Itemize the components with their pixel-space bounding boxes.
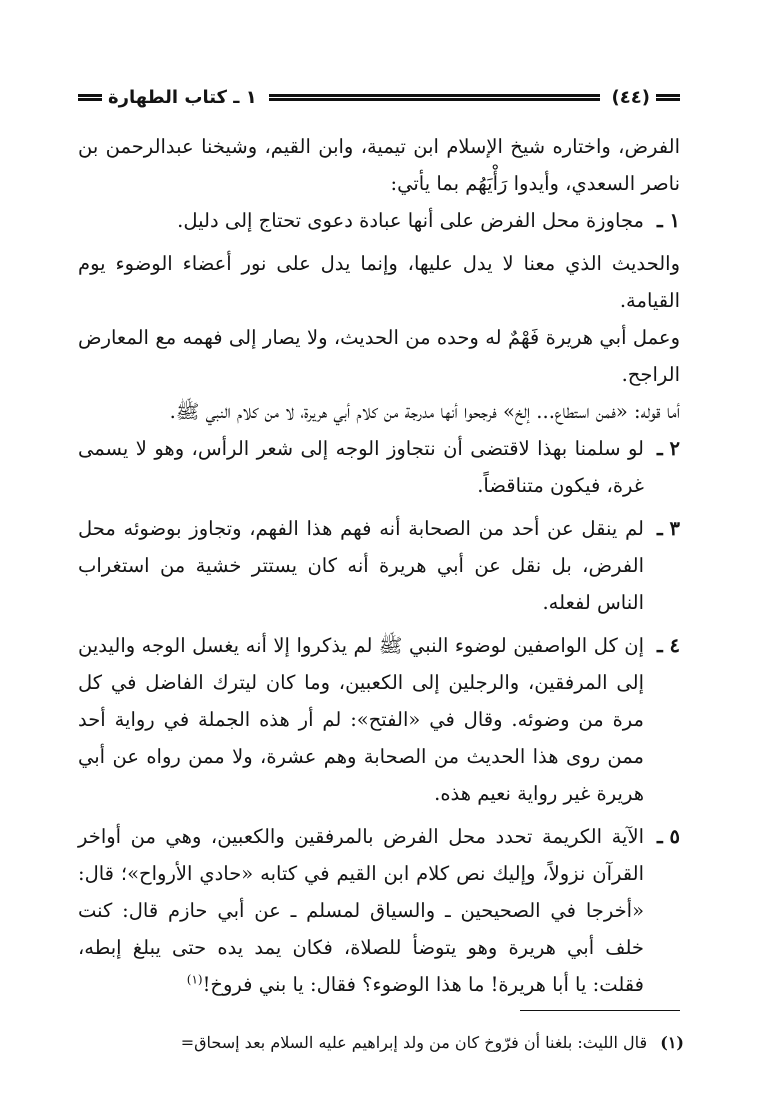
item-text: مجاوزة محل الفرض على أنها عبادة دعوى تحتاج إلى دليل. [177, 209, 644, 232]
footnote [78, 1030, 684, 1056]
item-text [78, 818, 644, 1003]
header-rule [269, 94, 600, 101]
intro-line-1: الفرض، واختاره شيخ الإسلام ابن تيمية، وابن القيم، وشيخنا [201, 135, 681, 158]
item-number: ١ ـ [657, 209, 680, 232]
item-number: ٢ ـ [657, 437, 680, 460]
list-item [78, 430, 680, 504]
paragraph: وعمل أبي هريرة فَهْمٌ له وحده من الحديث، ولا يصار إلى فهمه مع المعارض الراجح. [78, 326, 680, 386]
paragraph: والحديث الذي معنا لا يدل عليها، وإنما يدل على نور أعضاء الوضوء يوم القيامة. [78, 252, 680, 312]
list-item [78, 818, 680, 1003]
item-number: ٣ ـ [657, 517, 680, 540]
footnote-divider [520, 1010, 680, 1011]
page-header [78, 80, 680, 114]
intro-paragraph [78, 128, 680, 202]
header-dash-right [656, 94, 680, 101]
footnote-reference[interactable]: (١) [186, 972, 203, 987]
item-text: لم ينقل عن أحد من الصحابة أنه فهم هذا الفهم، وتجاوز بوضوئه محل الفرض، بل نقل عن أبي هريرة أنه كان يستتر خشية من استغراب الناس لفعله. [78, 517, 644, 614]
item-text-body: الآية الكريمة تحدد محل الفرض بالمرفقين والكعبين، وهي من أواخر القرآن نزولاً، وإليك نص كلام ابن القيم في كتابه «حادي الأرواح»؛ قال: «أخرجا في الصحيحين ـ والسياق لمسلم ـ عن أبي حازم قال: كنت خلف أبي هريرة وهو يتوضأ للصلاة، فكان يمد يده حتى يبلغ إبطه، فقلت: يا أبا هريرة! ما هذا الوضوء؟ فقال: يا بني فروخ! [78, 825, 644, 996]
list-item [78, 627, 680, 812]
header-dash-left [78, 94, 102, 101]
item-number: ٥ ـ [657, 825, 680, 848]
footnote-number: (١) [660, 1033, 684, 1052]
item-text: إن كل الواصفين لوضوء النبي ﷺ لم يذكروا إلا أنه يغسل الوجه واليدين إلى المرفقين، والرجلين إلى الكعبين، وما كان ليترك الفاضل في كل مرة من وضوئه. وقال في «الفتح»: لم أر هذه الجملة في رواية أحد ممن روى هذا الحديث من الصحابة وهم عشرة، ولا ممن رواه عن أبي هريرة غير رواية نعيم هذه. [78, 634, 644, 805]
intro-line-2: عبدالرحمن بن ناصر السعدي، وأيدوا رَأْيَهُم بما يأتي: [78, 135, 680, 195]
list-item [78, 510, 680, 621]
footnote-text: قال الليث: بلغنا أن فرّوخ كان من ولد إبراهيم عليه السلام بعد إسحاق= [180, 1033, 648, 1052]
page-number: (٤٤) [611, 86, 650, 108]
paragraph: أما قوله: «فمن استطاع... إلخ» فرجحوا أنها مدرجة من كلام أبي هريرة، لا من كلام النبي ﷺ. [169, 400, 680, 423]
item-text: لو سلمنا بهذا لاقتضى أن نتجاوز الوجه إلى شعر الرأس، وهو لا يسمى غرة، فيكون متناقضاً. [78, 437, 644, 497]
main-text [78, 128, 680, 1009]
list-item [78, 202, 680, 239]
section-title: ١ ـ كتاب الطهارة [108, 86, 257, 108]
item-number: ٤ ـ [657, 634, 680, 657]
